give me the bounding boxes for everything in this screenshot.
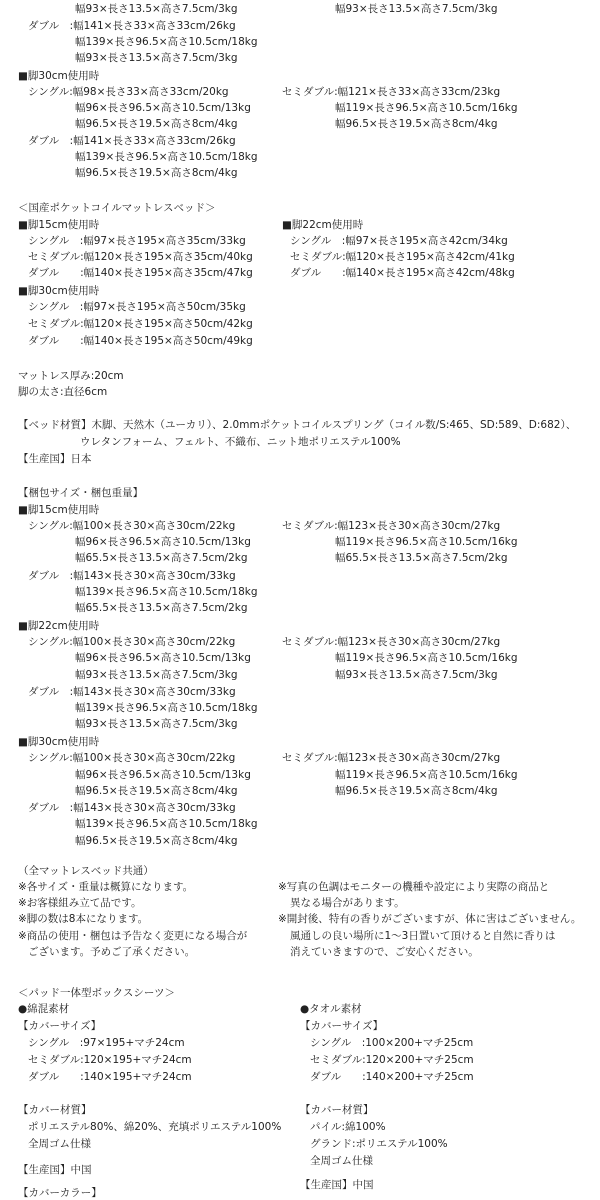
spec-line: 幅96.5×長さ19.5×高さ8cm/4kg <box>75 167 238 179</box>
spec-line: 幅119×長さ96.5×高さ10.5cm/16kg <box>335 769 518 781</box>
spec-line: ■脚22cm使用時 <box>18 620 100 632</box>
spec-line: ※各サイズ・重量は概算になります。 <box>18 881 194 893</box>
spec-line: 全周ゴム仕様 <box>28 1138 91 1150</box>
spec-line: 幅96.5×長さ19.5×高さ8cm/4kg <box>335 118 498 130</box>
spec-line: ダブル :幅140×長さ195×高さ42cm/48kg <box>290 267 515 279</box>
spec-line: ■脚30cm使用時 <box>18 70 100 82</box>
spec-line: ■脚30cm使用時 <box>18 736 100 748</box>
spec-line: 【梱包サイズ・梱包重量】 <box>18 487 144 499</box>
spec-line: 消えていきますので、ご安心ください。 <box>290 946 479 958</box>
spec-line: ■脚22cm使用時 <box>282 219 364 231</box>
spec-line: 【ベッド材質】木脚、天然木（ユーカリ）、2.0mmポケットコイルスプリング（コイル数/S:465、SD:589、D:682）、 <box>18 419 577 431</box>
spec-line: セミダブル:幅123×長さ30×高さ30cm/27kg <box>282 520 501 532</box>
spec-line: ■脚30cm使用時 <box>18 285 100 297</box>
spec-line: ※写真の色調はモニターの機種や設定により実際の商品と <box>278 881 550 893</box>
spec-line: シングル :幅97×長さ195×高さ35cm/33kg <box>28 235 246 247</box>
spec-line: ダブル :幅143×長さ30×高さ30cm/33kg <box>28 686 236 698</box>
spec-line: セミダブル:幅121×長さ33×高さ33cm/23kg <box>282 86 501 98</box>
spec-line: 幅139×長さ96.5×高さ10.5cm/18kg <box>75 151 258 163</box>
spec-line: シングル :幅97×長さ195×高さ50cm/35kg <box>28 301 246 313</box>
spec-line: ■脚15cm使用時 <box>18 504 100 516</box>
spec-line: シングル :幅97×長さ195×高さ42cm/34kg <box>290 235 508 247</box>
spec-line: 【生産国】中国 <box>300 1179 374 1191</box>
spec-line: ※お客様組み立て品です。 <box>18 897 142 909</box>
spec-line: 風通しの良い場所に1～3日置いて頂けると自然に香りは <box>290 930 556 942</box>
spec-line: 幅96×長さ96.5×高さ10.5cm/13kg <box>75 102 251 114</box>
spec-line: セミダブル:幅120×長さ195×高さ50cm/42kg <box>28 318 253 330</box>
spec-line: 幅96.5×長さ19.5×高さ8cm/4kg <box>75 118 238 130</box>
spec-line: 【カバー材質】 <box>300 1104 374 1116</box>
spec-line: セミダブル:幅123×長さ30×高さ30cm/27kg <box>282 636 501 648</box>
spec-line: 幅93×長さ13.5×高さ7.5cm/3kg <box>75 3 238 15</box>
spec-line: 【生産国】中国 <box>18 1164 92 1176</box>
spec-line: 幅96×長さ96.5×高さ10.5cm/13kg <box>75 769 251 781</box>
spec-line: 【生産国】日本 <box>18 453 92 465</box>
spec-line: 全周ゴム仕様 <box>310 1155 373 1167</box>
spec-line: ■脚15cm使用時 <box>18 219 100 231</box>
spec-line: 幅93×長さ13.5×高さ7.5cm/3kg <box>75 718 238 730</box>
spec-line: ございます。予めご了承ください。 <box>28 946 196 958</box>
spec-line: ダブル :幅141×長さ33×高さ33cm/26kg <box>28 20 236 32</box>
spec-line: 幅119×長さ96.5×高さ10.5cm/16kg <box>335 652 518 664</box>
spec-line: 幅139×長さ96.5×高さ10.5cm/18kg <box>75 818 258 830</box>
spec-line: シングル:幅100×長さ30×高さ30cm/22kg <box>28 520 236 532</box>
spec-line: 幅96×長さ96.5×高さ10.5cm/13kg <box>75 536 251 548</box>
spec-line: ダブル :幅140×長さ195×高さ35cm/47kg <box>28 267 253 279</box>
spec-line: パイル:綿100% <box>310 1121 386 1133</box>
spec-line: ＜パッド一体型ボックスシーツ＞ <box>18 987 175 999</box>
spec-line: ダブル :幅143×長さ30×高さ30cm/33kg <box>28 570 236 582</box>
spec-line: 幅93×長さ13.5×高さ7.5cm/3kg <box>75 669 238 681</box>
spec-line: セミダブル:幅120×長さ195×高さ35cm/40kg <box>28 251 253 263</box>
spec-line: 幅139×長さ96.5×高さ10.5cm/18kg <box>75 36 258 48</box>
spec-line: ●タオル素材 <box>300 1003 362 1015</box>
spec-line: 幅96.5×長さ19.5×高さ8cm/4kg <box>335 785 498 797</box>
spec-line: 幅93×長さ13.5×高さ7.5cm/3kg <box>335 3 498 15</box>
spec-line: 異なる場合があります。 <box>290 897 405 909</box>
spec-line: 【カバーサイズ】 <box>18 1020 102 1032</box>
spec-line: マットレス厚み:20cm <box>18 370 124 382</box>
spec-line: セミダブル:幅123×長さ30×高さ30cm/27kg <box>282 752 501 764</box>
spec-line: 幅93×長さ13.5×高さ7.5cm/3kg <box>335 669 498 681</box>
spec-line: ●綿混素材 <box>18 1003 70 1015</box>
spec-line: セミダブル:120×195+マチ24cm <box>28 1054 192 1066</box>
spec-line: セミダブル:幅120×長さ195×高さ42cm/41kg <box>290 251 515 263</box>
spec-line: 幅96×長さ96.5×高さ10.5cm/13kg <box>75 652 251 664</box>
spec-line: ＜国産ポケットコイルマットレスベッド＞ <box>18 202 216 214</box>
spec-line: セミダブル:120×200+マチ25cm <box>310 1054 474 1066</box>
spec-line: 【カバーサイズ】 <box>300 1020 384 1032</box>
spec-line: ダブル :幅140×長さ195×高さ50cm/49kg <box>28 335 253 347</box>
spec-line: 【カバー材質】 <box>18 1104 92 1116</box>
spec-line: ウレタンフォーム、フェルト、不織布、ニット地ポリエステル100% <box>80 436 401 448</box>
spec-line: 幅65.5×長さ13.5×高さ7.5cm/2kg <box>75 602 248 614</box>
spec-line: 幅96.5×長さ19.5×高さ8cm/4kg <box>75 785 238 797</box>
spec-line: 幅96.5×長さ19.5×高さ8cm/4kg <box>75 835 238 847</box>
spec-line: グランド:ポリエステル100% <box>310 1138 448 1150</box>
spec-line: シングル:幅100×長さ30×高さ30cm/22kg <box>28 636 236 648</box>
spec-line: ダブル :幅141×長さ33×高さ33cm/26kg <box>28 135 236 147</box>
spec-line: 幅65.5×長さ13.5×高さ7.5cm/2kg <box>75 552 248 564</box>
spec-line: ※脚の数は8本になります。 <box>18 913 149 925</box>
spec-line: ダブル :140×200+マチ25cm <box>310 1071 474 1083</box>
spec-line: シングル:幅100×長さ30×高さ30cm/22kg <box>28 752 236 764</box>
spec-line: シングル:幅98×長さ33×高さ33cm/20kg <box>28 86 229 98</box>
spec-line: 幅139×長さ96.5×高さ10.5cm/18kg <box>75 586 258 598</box>
spec-line: シングル :100×200+マチ25cm <box>310 1037 474 1049</box>
spec-line: ポリエステル80%、綿20%、充填ポリエステル100% <box>28 1121 282 1133</box>
spec-line: ダブル :140×195+マチ24cm <box>28 1071 192 1083</box>
spec-line: 幅119×長さ96.5×高さ10.5cm/16kg <box>335 536 518 548</box>
spec-line: 脚の太さ:直径6cm <box>18 386 108 398</box>
spec-line: 幅139×長さ96.5×高さ10.5cm/18kg <box>75 702 258 714</box>
spec-line: ダブル :幅143×長さ30×高さ30cm/33kg <box>28 802 236 814</box>
spec-line: ※商品の使用・梱包は予告なく変更になる場合が <box>18 930 248 942</box>
spec-line: 幅65.5×長さ13.5×高さ7.5cm/2kg <box>335 552 508 564</box>
spec-line: （全マットレスベッド共通） <box>18 865 154 877</box>
spec-line: 幅119×長さ96.5×高さ10.5cm/16kg <box>335 102 518 114</box>
spec-line: 幅93×長さ13.5×高さ7.5cm/3kg <box>75 52 238 64</box>
spec-line: シングル :97×195+マチ24cm <box>28 1037 185 1049</box>
spec-line: ※開封後、特有の香りがございますが、体に害はございません。 <box>278 913 582 925</box>
spec-line: 【カバーカラー】 <box>18 1187 102 1199</box>
